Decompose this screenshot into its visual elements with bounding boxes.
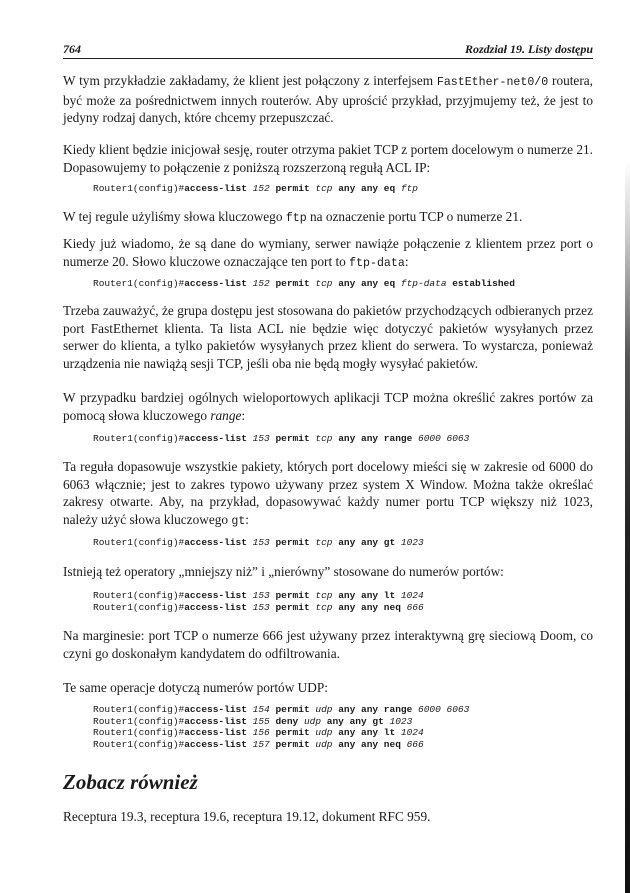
code-token-rest: any any lt: [338, 727, 396, 739]
code-listing: [63, 183, 593, 195]
code-block-1: [63, 183, 593, 195]
code-token-act: permit: [275, 601, 310, 613]
code-token-proto: tcp: [315, 601, 333, 613]
code-token-act: permit: [275, 727, 310, 739]
code-token-act: permit: [275, 278, 310, 289]
code-token-tail: 1023: [400, 537, 424, 548]
code-token-num: 155: [252, 715, 270, 727]
code-token-proto: tcp: [315, 590, 333, 601]
code-token-proto: udp: [315, 727, 333, 739]
section-heading-block: [63, 770, 593, 795]
code-token-num: 153: [252, 537, 270, 548]
text: Kiedy już wiadomo, że są dane do wymiany, serwer nawiąże połączenie z klientem przez port o numerze 20. Słowo kluczowe oznaczające ten port to: [63, 236, 593, 269]
text: :: [245, 511, 249, 527]
code-token-tail: 1024: [400, 590, 424, 601]
code-listing: [63, 537, 593, 549]
text: Trzeba zauważyć, że grupa dostępu jest stosowana do pakietów przychodzących odbieranych przez port FastEthernet klienta. Ta lista ACL nie będzie więc dotyczyć pakietów wysyłanych przez serwer do klienta, a tylko pakietów wysyłanych przez klient do serwera. To wystarcza, ponieważ urządzenia nie nawiążą sesji TCP, jeśli oba nie będą mogły wysyłać pakietów.: [63, 303, 593, 371]
code-token-act: permit: [275, 183, 310, 194]
code-token-prompt: Router1(config)#: [93, 433, 185, 444]
page-number: 764: [63, 42, 81, 56]
text: na oznaczenie portu TCP o numerze 21.: [306, 209, 523, 224]
page-edge-shadow: [625, 0, 630, 893]
code-token-rest: any any neq: [338, 738, 401, 750]
code-line: [93, 716, 593, 728]
code-line: [93, 537, 593, 549]
keyword: ftp: [285, 212, 307, 225]
code-token-prompt: Router1(config)#: [93, 738, 185, 750]
code-listing: [63, 433, 593, 445]
code-line: [93, 183, 593, 195]
code-token-num: 153: [252, 601, 270, 613]
text: :: [404, 253, 409, 269]
code-token-cmd: access-list: [184, 537, 247, 548]
code-line: [93, 278, 593, 290]
code-token-num: 154: [252, 704, 270, 715]
code-block-5: [63, 590, 593, 613]
text: routera, być może za pośrednictwem innych routerów. Aby uprościć przykład, przyjmujemy też, że jest to jedyny rodzaj danych, które chcemy przepuszczać.: [63, 73, 593, 126]
code-token-prompt: Router1(config)#: [93, 278, 185, 289]
code-token-prompt: Router1(config)#: [93, 590, 185, 601]
text: Ta reguła dopasowuje wszystkie pakiety, których port docelowy mieści się w zakresie od 6000 do 6063 włącznie; jest to zakres typowo używany przez system X Window. Można także określać zakresy otwarte. Aby, na przykład, dopasowywać każdy numer portu TCP większy niż 1023, należy użyć słowa kluczowego: [63, 459, 593, 527]
interface-name: FastEther-net0/0: [436, 76, 549, 89]
code-token-rest: any any range: [338, 704, 413, 715]
code-token-proto: udp: [315, 704, 333, 715]
code-token-act: permit: [275, 704, 310, 715]
paragraph-6: [63, 389, 593, 424]
code-token-proto: udp: [315, 738, 333, 750]
keyword-emphasis: range: [210, 407, 242, 423]
code-block-4: [63, 537, 593, 549]
code-token-cmd: access-list: [184, 601, 247, 613]
code-token-cmd: access-list: [184, 183, 247, 194]
running-header: [63, 38, 593, 59]
code-token-tail: 1023: [389, 715, 413, 727]
code-token-act: permit: [275, 590, 310, 601]
code-token-proto: tcp: [315, 278, 333, 289]
page: [63, 38, 593, 59]
code-token-tail: 6000 6063: [418, 704, 470, 715]
paragraph-11: [63, 808, 593, 826]
code-token-tail: 1024: [400, 727, 424, 739]
text: Istnieją też operatory „mniejszy niż” i „nierówny” stosowane do numerów portów:: [63, 564, 504, 579]
code-block-3: [63, 433, 593, 445]
keyword: gt: [231, 514, 246, 528]
text: Te same operacje dotyczą numerów portów UDP:: [63, 680, 328, 695]
code-token-prompt: Router1(config)#: [93, 715, 185, 727]
code-token-rest: any any gt: [326, 715, 384, 727]
code-token-num: 156: [252, 727, 270, 739]
code-token-proto: tcp: [315, 433, 333, 444]
code-token-act: permit: [275, 537, 310, 548]
section-heading: Zobacz również: [63, 770, 198, 794]
paragraph-9: [63, 627, 593, 662]
code-token-extra: established: [452, 278, 515, 289]
code-token-cmd: access-list: [184, 715, 247, 727]
code-token-tail: 666: [406, 738, 424, 750]
code-token-cmd: access-list: [184, 704, 247, 715]
paragraph-4: [63, 235, 593, 272]
text: Kiedy klient będzie inicjował sesję, router otrzyma pakiet TCP z portem docelowym o numerze 21. Dopasowujemy to połączenie z poniższą rozszerzoną regułą ACL IP:: [63, 142, 593, 175]
code-token-num: 153: [252, 590, 270, 601]
code-token-rest: any any gt: [338, 537, 396, 548]
paragraph-5: [63, 302, 593, 372]
paragraph-2: [63, 141, 593, 176]
code-block-6: [63, 704, 593, 750]
code-token-tail: 666: [406, 601, 424, 613]
code-token-act: permit: [275, 738, 310, 750]
code-token-prompt: Router1(config)#: [93, 727, 185, 739]
code-token-num: 152: [252, 278, 270, 289]
code-token-rest: any any eq: [338, 278, 396, 289]
paragraph-7: [63, 458, 593, 530]
code-block-2: [63, 278, 593, 290]
paragraph-1: [63, 72, 593, 127]
code-token-tail: ftp-data: [400, 278, 447, 289]
text: Receptura 19.3, receptura 19.6, receptura 19.12, dokument RFC 959.: [63, 809, 431, 824]
text: Na marginesie: port TCP o numerze 666 jest używany przez interaktywną grę sieciową Doom, co czyni go doskonałym kandydatem do odfiltrowania.: [63, 628, 593, 661]
code-token-num: 157: [252, 738, 270, 750]
paragraph-8: [63, 563, 593, 581]
text: W tym przykładzie zakładamy, że klient jest połączony z interfejsem: [63, 73, 437, 88]
code-line: [93, 739, 593, 751]
paragraph-3: [63, 208, 593, 228]
code-line: [93, 602, 593, 614]
code-token-proto: tcp: [315, 537, 333, 548]
code-token-tail: 6000 6063: [418, 433, 470, 444]
code-line: [93, 704, 593, 716]
code-listing: [63, 704, 593, 750]
text: W przypadku bardziej ogólnych wieloportowych aplikacji TCP można określić zakres portów za pomocą słowa kluczowego: [63, 390, 593, 423]
code-token-rest: any any eq: [338, 183, 396, 194]
code-token-rest: any any neq: [338, 601, 401, 613]
code-token-proto: udp: [303, 715, 322, 727]
code-token-cmd: access-list: [184, 278, 247, 289]
code-listing: [63, 278, 593, 290]
code-line: [93, 433, 593, 445]
code-token-act: permit: [275, 433, 310, 444]
code-token-prompt: Router1(config)#: [93, 537, 185, 548]
code-token-rest: any any range: [338, 433, 413, 444]
code-token-prompt: Router1(config)#: [93, 704, 185, 715]
code-token-tail: ftp: [400, 183, 419, 194]
code-token-prompt: Router1(config)#: [93, 601, 185, 613]
text: :: [241, 407, 246, 423]
code-token-num: 153: [252, 433, 270, 444]
paragraph-10: [63, 679, 593, 697]
code-token-cmd: access-list: [184, 433, 247, 444]
code-token-rest: any any lt: [338, 590, 396, 601]
code-token-num: 152: [252, 183, 270, 194]
code-token-cmd: access-list: [184, 727, 247, 739]
code-listing: [63, 590, 593, 613]
text: W tej regule użyliśmy słowa kluczowego: [63, 209, 286, 224]
code-token-act: deny: [275, 715, 299, 727]
code-line: [93, 727, 593, 739]
code-token-proto: tcp: [315, 183, 333, 194]
keyword: ftp-data: [349, 256, 405, 270]
code-token-cmd: access-list: [184, 590, 247, 601]
code-token-prompt: Router1(config)#: [93, 183, 185, 194]
chapter-title: Rozdział 19. Listy dostępu: [464, 42, 593, 56]
code-line: [93, 590, 593, 602]
code-token-cmd: access-list: [184, 738, 247, 750]
